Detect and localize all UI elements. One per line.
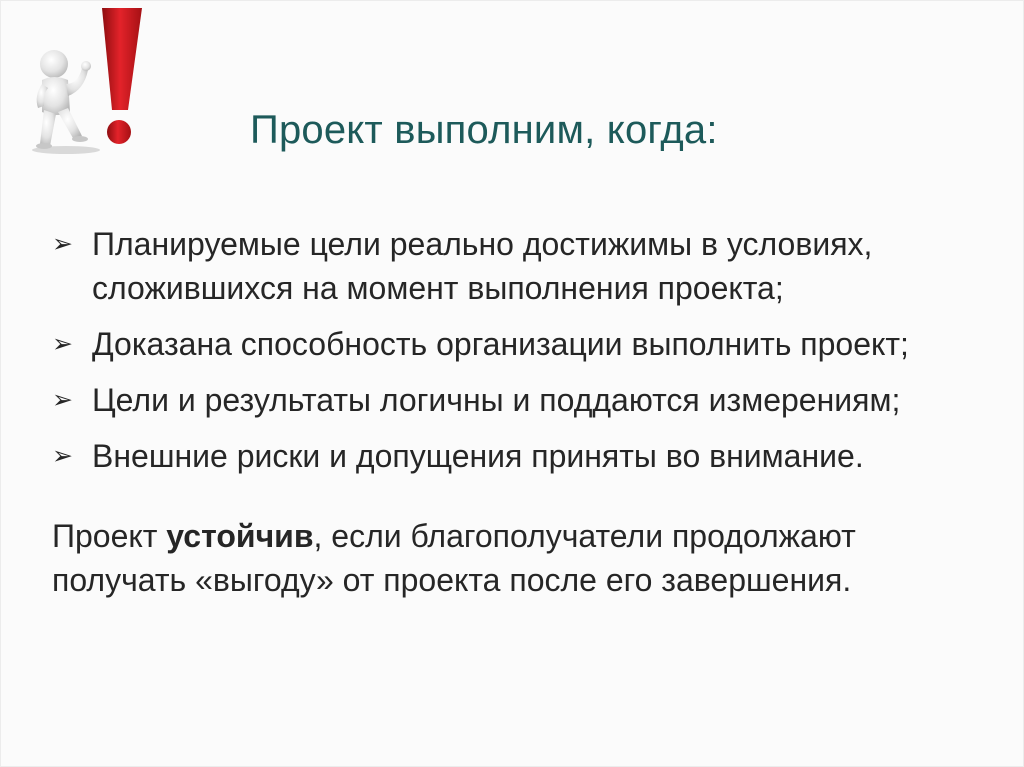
- arrow-bullet-icon: ➢: [52, 442, 73, 470]
- slide-title: Проект выполним, когда:: [250, 108, 718, 152]
- sustainability-note: [52, 514, 982, 602]
- arrow-bullet-icon: ➢: [52, 330, 73, 358]
- bullet-list: [50, 222, 990, 490]
- bullet-text: Внешние риски и допущения приняты во внимание.: [92, 438, 864, 474]
- bullet-text: Цели и результаты логичны и поддаются измерениям;: [92, 382, 901, 418]
- list-item: [50, 434, 990, 478]
- list-item: [50, 378, 990, 422]
- list-item: [50, 222, 990, 310]
- note-text-end: , если благополучатели продолжают получать «выгоду» от проекта после его завершения.: [52, 518, 856, 598]
- bullet-text: Планируемые цели реально достижимы в условиях, сложившихся на момент выполнения проекта;: [92, 226, 873, 306]
- list-item: [50, 322, 990, 366]
- arrow-bullet-icon: ➢: [52, 386, 73, 414]
- bullet-text: Доказана способность организации выполнить проект;: [92, 326, 909, 362]
- person-exclamation-icon: [18, 4, 148, 156]
- arrow-bullet-icon: ➢: [52, 230, 73, 258]
- note-emphasis: устойчив: [166, 518, 314, 554]
- note-text-start: Проект: [52, 518, 167, 554]
